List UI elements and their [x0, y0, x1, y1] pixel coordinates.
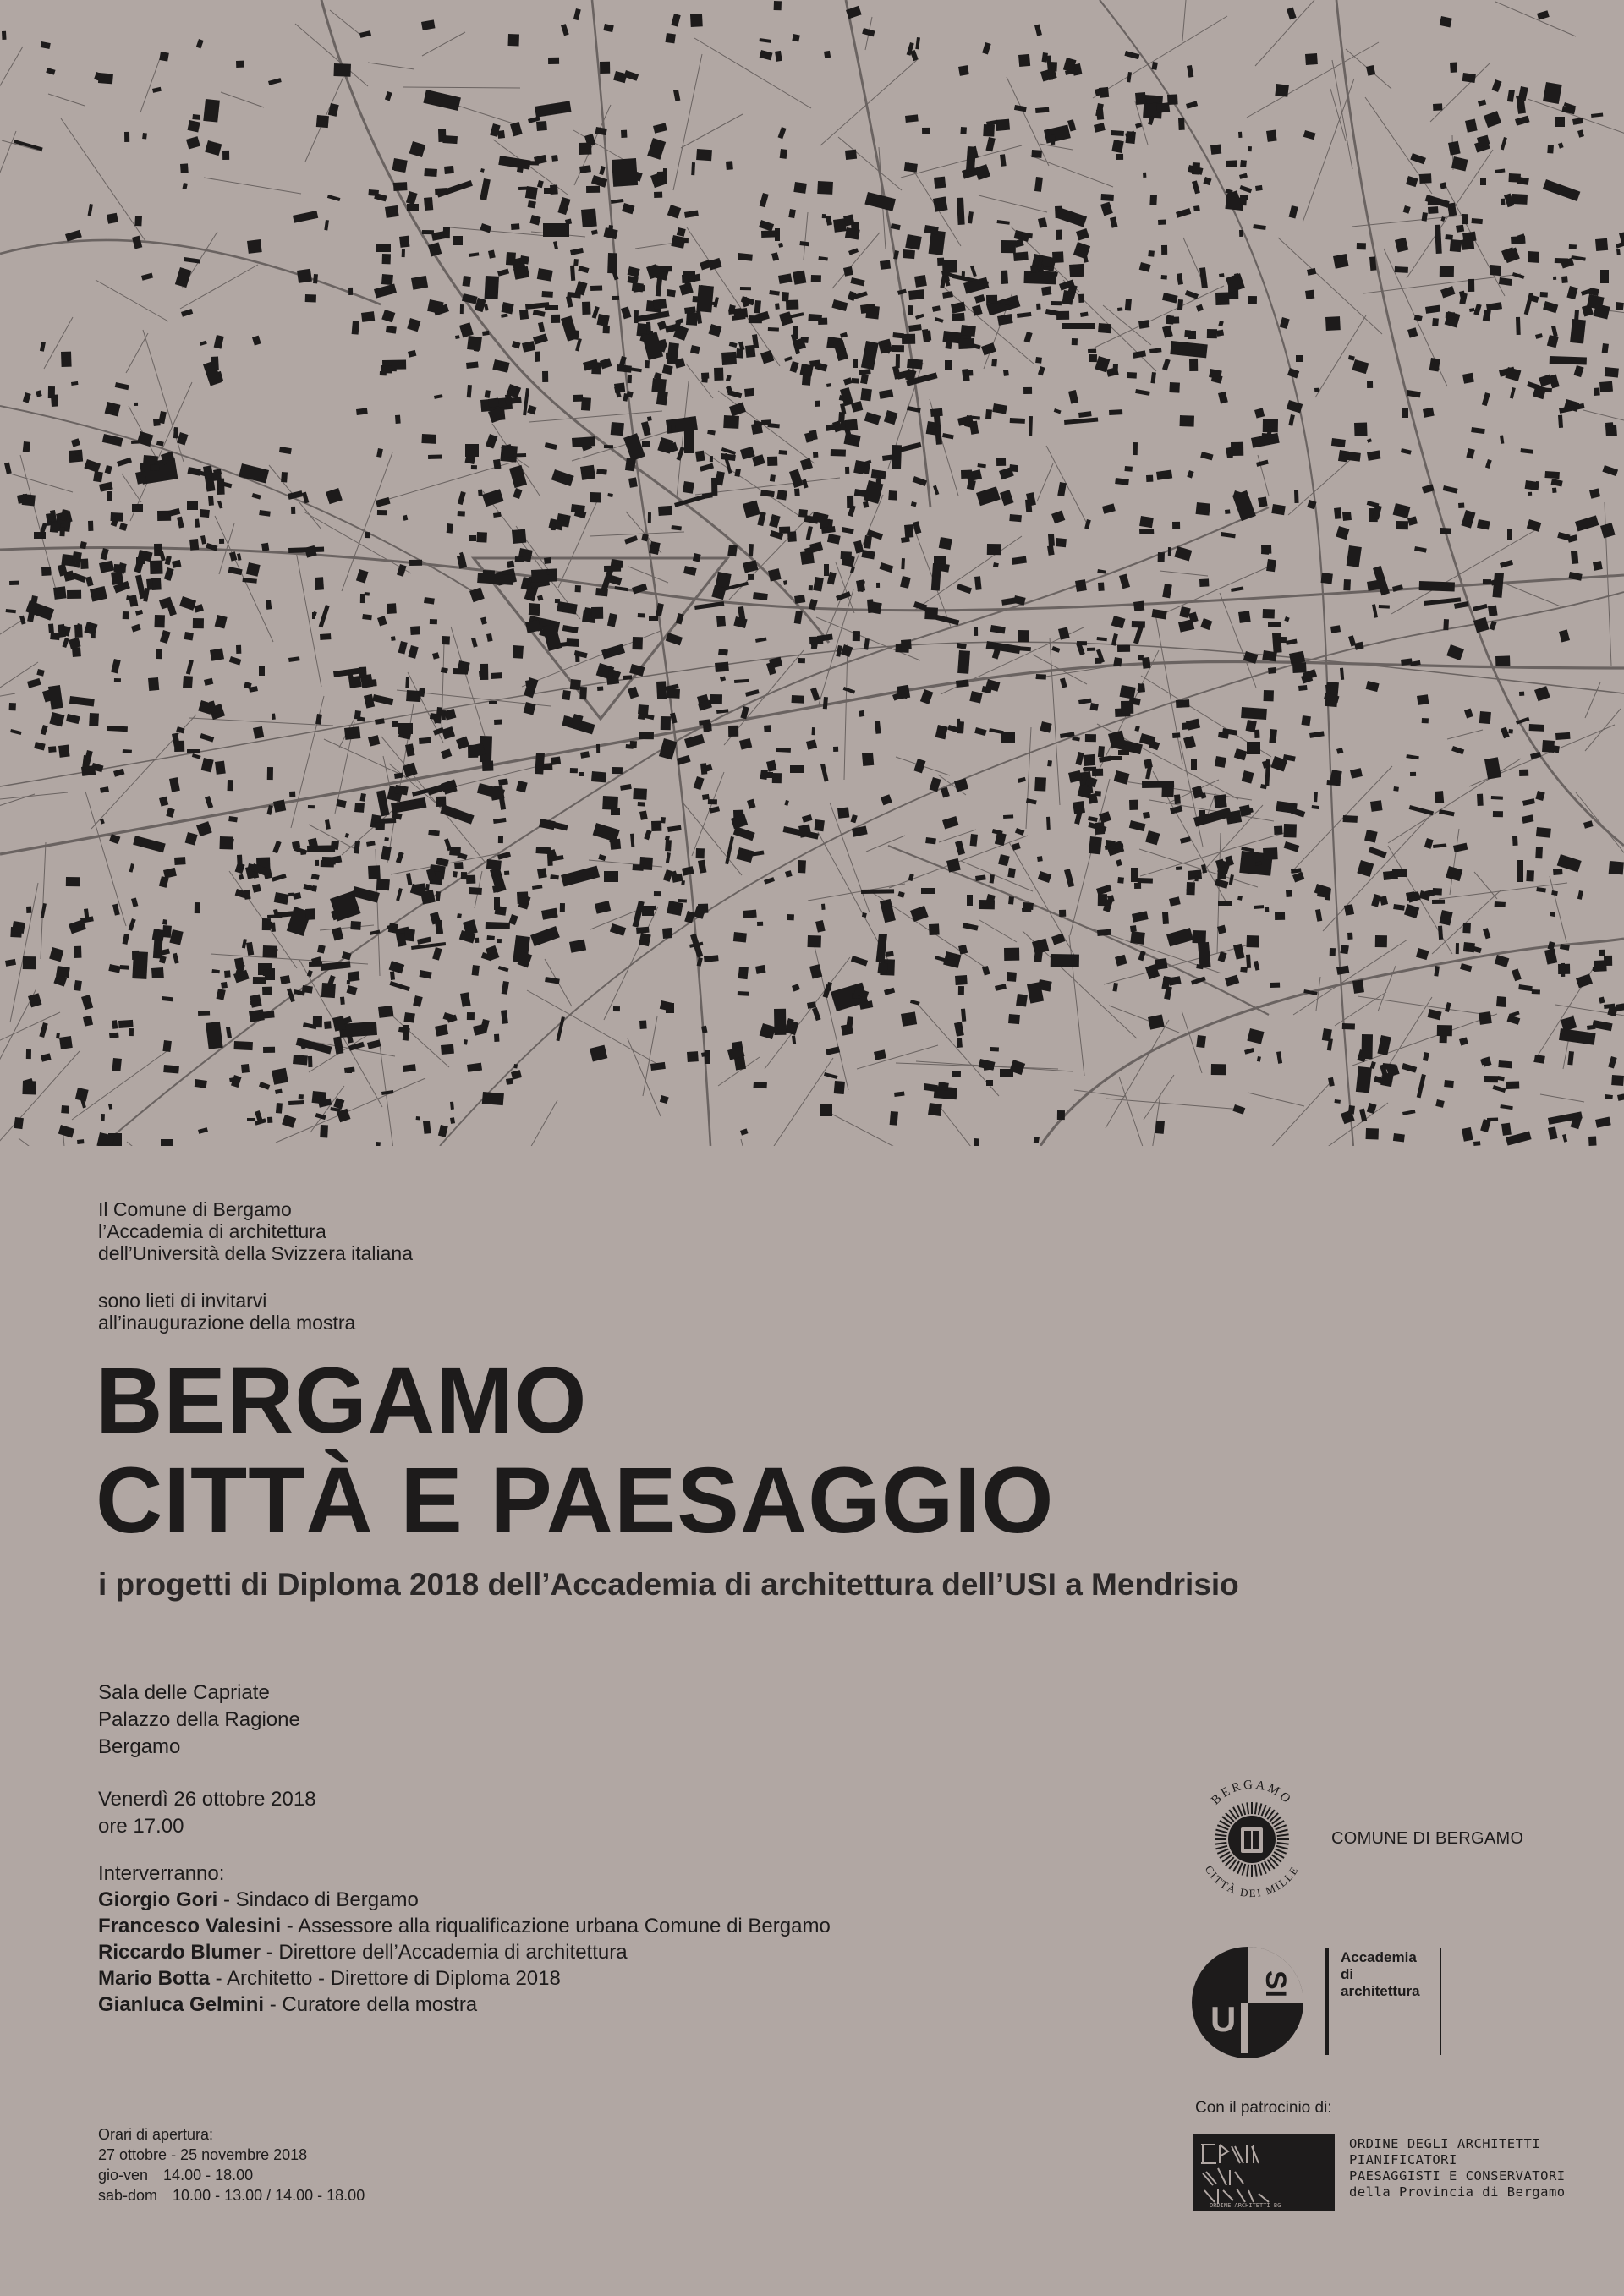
intro-line: Il Comune di Bergamo: [98, 1198, 292, 1220]
speaker-role: - Sindaco di Bergamo: [217, 1888, 419, 1911]
speaker-item: [98, 1939, 831, 1965]
speaker-name: Francesco Valesini: [98, 1915, 282, 1937]
title-line-2: CITTÀ E PAESAGGIO: [96, 1449, 1055, 1553]
city-map: [0, 0, 1624, 1146]
venue-line: Palazzo della Ragione: [98, 1708, 300, 1731]
intro-line: dell’Università della Svizzera italiana: [98, 1242, 414, 1264]
title-line-1: BERGAMO: [96, 1349, 588, 1453]
seal-bottom-text: CITTÀ DEI MILLE: [1202, 1863, 1302, 1900]
usi-mark-si: SI: [1259, 1970, 1292, 1998]
exhibition-title: [96, 1351, 1054, 1551]
ordine-mark-text: ORDINE ARCHITETTI BG: [1210, 2202, 1281, 2209]
comune-seal-logo: [1180, 1763, 1324, 1907]
speaker-role: - Direttore dell’Accademia di architettura: [261, 1941, 628, 1964]
usi-label: [1341, 1949, 1420, 2000]
invite-line: all’inaugurazione della mostra: [98, 1312, 356, 1334]
usi-divider-thin: [1440, 1948, 1441, 2055]
speakers-list: [98, 1860, 831, 2018]
opening-hours: [98, 2124, 365, 2206]
hours-days: sab-dom: [98, 2187, 158, 2204]
speaker-name: Giorgio Gori: [98, 1888, 218, 1911]
hours-row: [98, 2185, 365, 2206]
ordine-line: PIANIFICATORI: [1349, 2152, 1457, 2167]
invite-line: sono lieti di invitarvi: [98, 1290, 267, 1312]
hours-period: 27 ottobre - 25 novembre 2018: [98, 2146, 308, 2163]
usi-label-line: architettura: [1341, 1983, 1420, 1999]
usi-mark-u: U: [1210, 1999, 1237, 2039]
usi-logo: [1188, 1943, 1311, 2062]
event-date: [98, 1786, 316, 1840]
speaker-item: [98, 1965, 831, 1992]
intro-text: [98, 1198, 413, 1264]
speaker-name: Mario Botta: [98, 1967, 210, 1990]
venue-line: Bergamo: [98, 1735, 181, 1758]
venue: [98, 1680, 300, 1761]
ordine-mark: [1193, 2134, 1335, 2211]
speaker-role: - Curatore della mostra: [264, 1993, 478, 2016]
seal-top-text: BERGAMO: [1209, 1778, 1295, 1808]
hours-heading: Orari di apertura:: [98, 2126, 214, 2143]
intro-line: l’Accademia di architettura: [98, 1220, 326, 1242]
usi-label-line: Accademia: [1341, 1949, 1417, 1965]
ordine-line: ORDINE DEGLI ARCHITETTI: [1349, 2136, 1541, 2151]
invite-text: [98, 1290, 355, 1334]
hours-days: gio-ven: [98, 2167, 149, 2184]
patrocinio-label: Con il patrocinio di:: [1195, 2099, 1332, 2117]
date-line: Venerdì 26 ottobre 2018: [98, 1788, 316, 1811]
speaker-name: Gianluca Gelmini: [98, 1993, 265, 2016]
hours-row: [98, 2165, 365, 2185]
exhibition-subtitle: i progetti di Diploma 2018 dell’Accademia di architettura dell’USI a Mendrisio: [98, 1567, 1239, 1602]
usi-label-line: di: [1341, 1966, 1354, 1982]
speaker-role: - Architetto - Direttore di Diploma 2018: [210, 1967, 561, 1990]
speaker-role: - Assessore alla riqualificazione urbana Comune di Bergamo: [281, 1915, 831, 1937]
speaker-item: [98, 1913, 831, 1939]
speaker-name: Riccardo Blumer: [98, 1941, 261, 1964]
hours-times: 10.00 - 13.00 / 14.00 - 18.00: [173, 2187, 365, 2204]
time-line: ore 17.00: [98, 1815, 184, 1838]
speaker-item: [98, 1887, 831, 1913]
ordine-line: della Provincia di Bergamo: [1349, 2184, 1566, 2200]
hours-times: 14.00 - 18.00: [163, 2167, 254, 2184]
usi-divider-thick: [1325, 1948, 1329, 2055]
ordine-logo: [1193, 2134, 1335, 2211]
ordine-text: [1349, 2136, 1566, 2200]
ordine-line: PAESAGGISTI E CONSERVATORI: [1349, 2168, 1566, 2184]
comune-label: COMUNE DI BERGAMO: [1331, 1829, 1524, 1848]
speakers-heading: Interverranno:: [98, 1862, 225, 1885]
speaker-item: [98, 1992, 831, 2018]
venue-line: Sala delle Capriate: [98, 1681, 270, 1704]
